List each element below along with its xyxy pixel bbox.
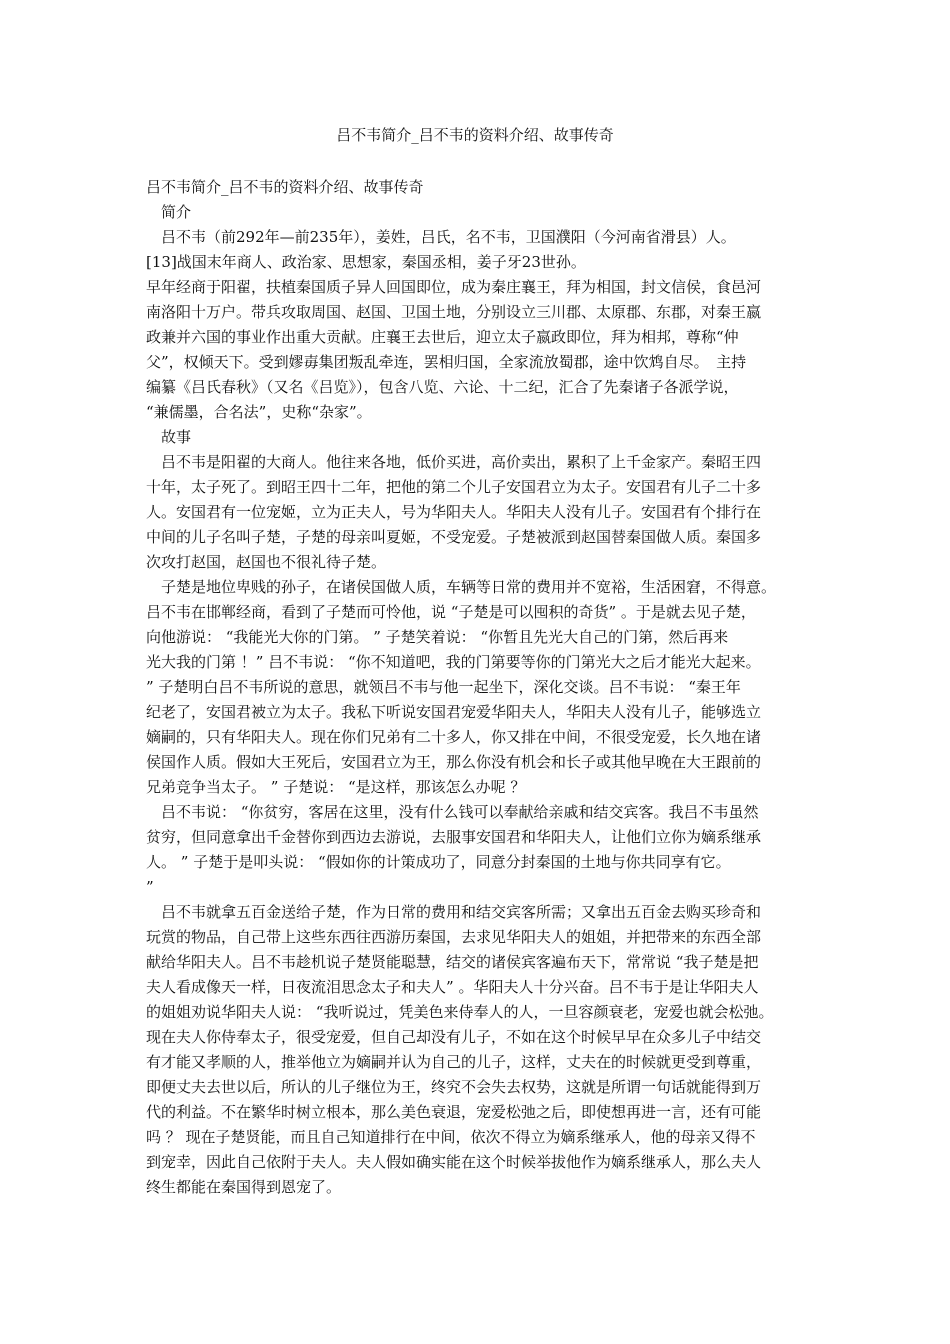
body-line: 故事 bbox=[146, 428, 192, 446]
body-line: 夫人看成像天一样，日夜流泪思念太子和夫人” 。华阳夫人十分兴奋。吕不韦于是让华阳夫人 bbox=[146, 978, 759, 996]
body-line: 有才能又孝顺的人，推举他立为嫡嗣并认为自己的儿子，这样，丈夫在的时候就更受到尊重， bbox=[146, 1053, 762, 1071]
body-line: 编纂《吕氏春秋》（又名《吕览》），包含八览、六论、十二纪，汇合了先秦诸子各派学说， bbox=[146, 378, 739, 396]
body-line: 到宠幸，因此自己依附于夫人。夫人假如确实能在这个时候举拔他作为嫡系继承人，那么夫人 bbox=[146, 1153, 762, 1171]
body-line: 吕不韦（前292年—前235年），姜姓，吕氏，名不韦，卫国濮阳（今河南省滑县）人。 bbox=[146, 228, 736, 246]
body-line: 早年经商于阳翟，扶植秦国质子异人回国即位，成为秦庄襄王，拜为相国，封文信侯，食邑河 bbox=[146, 278, 762, 296]
body-line: 南洛阳十万户。带兵攻取周国、赵国、卫国土地，分别设立三川郡、太原郡、东郡，对秦王嬴 bbox=[146, 303, 762, 321]
body-line: 现在夫人你侍奉太子，很受宠爱，但自己却没有儿子，不如在这个时候早早在众多儿子中结交 bbox=[146, 1028, 762, 1046]
body-line: 吗 ？ 现在子楚贤能，而且自己知道排行在中间，依次不得立为嫡系继承人，他的母亲又得不 bbox=[146, 1128, 756, 1146]
body-line: 纪老了，安国君被立为太子。我私下听说安国君宠爱华阳夫人，华阳夫人没有儿子，能够选立 bbox=[146, 703, 762, 721]
document-body bbox=[146, 175, 811, 1200]
body-line: 政兼并六国的事业作出重大贡献。庄襄王去世后，迎立太子嬴政即位，拜为相邦，尊称“仲 bbox=[146, 328, 739, 346]
body-line: “兼儒墨，合名法”，史称“杂家”。 bbox=[146, 403, 372, 421]
body-line: 人。 ” 子楚于是叩头说： “假如你的计策成功了，同意分封秦国的土地与你共同享有它。 bbox=[146, 853, 731, 871]
body-line: 吕不韦是阳翟的大商人。他往来各地，低价买进，高价卖出，累积了上千金家产。秦昭王四 bbox=[146, 453, 762, 471]
body-line: 中间的儿子名叫子楚，子楚的母亲叫夏姬，不受宠爱。子楚被派到赵国替秦国做人质。秦国多 bbox=[146, 528, 762, 546]
body-line: 吕不韦简介_吕不韦的资料介绍、故事传奇 bbox=[146, 178, 424, 196]
body-line: 终生都能在秦国得到恩宠了。 bbox=[146, 1178, 342, 1196]
body-line: 吕不韦就拿五百金送给子楚，作为日常的费用和结交宾客所需；又拿出五百金去购买珍奇和 bbox=[146, 903, 762, 921]
body-line: 吕不韦说： “你贫穷，客居在这里，没有什么钱可以奉献给亲戚和结交宾客。我吕不韦虽然 bbox=[146, 803, 759, 821]
body-line: 十年，太子死了。到昭王四十二年，把他的第二个儿子安国君立为太子。安国君有儿子二十多 bbox=[146, 478, 762, 496]
body-line: [13]战国末年商人、政治家、思想家，秦国丞相，姜子牙23世孙。 bbox=[146, 253, 586, 271]
body-line: 贫穷，但同意拿出千金替你到西边去游说，去服事安国君和华阳夫人，让他们立你为嫡系继承 bbox=[146, 828, 762, 846]
document-title: 吕不韦简介_吕不韦的资料介绍、故事传奇 bbox=[336, 126, 614, 144]
body-line: 简介 bbox=[146, 203, 192, 221]
body-line: 玩赏的物品，自己带上这些东西往西游历秦国，去求见华阳夫人的姐姐，并把带来的东西全部 bbox=[146, 928, 762, 946]
body-line: 即便丈夫去世以后，所认的儿子继位为王，终究不会失去权势，这就是所谓一句话就能得到万 bbox=[146, 1078, 762, 1096]
body-line: 向他游说： “我能光大你的门第。 ” 子楚笑着说： “你暂且先光大自己的门第，然后再来 bbox=[146, 628, 729, 646]
body-line: 子楚是地位卑贱的孙子，在诸侯国做人质，车辆等日常的费用并不宽裕，生活困窘，不得意。 bbox=[146, 578, 777, 596]
body-line: ” 子楚明白吕不韦所说的意思，就领吕不韦与他一起坐下，深化交谈。吕不韦说： “秦王年 bbox=[146, 678, 741, 696]
body-line: 兄弟竞争当太子。 ” 子楚说： “是这样，那该怎么办呢 ？ bbox=[146, 778, 526, 796]
body-line: 献给华阳夫人。吕不韦趁机说子楚贤能聪慧，结交的诸侯宾客遍布天下，常常说 “我子楚是把 bbox=[146, 953, 759, 971]
body-line: 人。安国君有一位宠姬，立为正夫人，号为华阳夫人。华阳夫人没有儿子。安国君有个排行在 bbox=[146, 503, 762, 521]
body-line: 侯国作人质。假如大王死后，安国君立为王，那么你没有机会和长子或其他早晚在大王跟前的 bbox=[146, 753, 762, 771]
body-line: 吕不韦在邯郸经商，看到了子楚而可怜他，说 “子楚是可以囤积的奇货” 。于是就去见子楚， bbox=[146, 603, 756, 621]
body-line: 的姐姐劝说华阳夫人说： “我听说过，凭美色来侍奉人的人，一旦容颜衰老，宠爱也就会松弛。 bbox=[146, 1003, 774, 1021]
body-line: 代的利益。不在繁华时树立根本，那么美色衰退，宠爱松弛之后，即使想再进一言，还有可能 bbox=[146, 1103, 762, 1121]
body-line: 嫡嗣的，只有华阳夫人。现在你们兄弟有二十多人，你又排在中间，不很受宠爱，长久地在诸 bbox=[146, 728, 762, 746]
body-line: 光大我的门第 ！” 吕不韦说： “你不知道吧，我的门第要等你的门第光大之后才能光大起来。 bbox=[146, 653, 761, 671]
body-line: ” bbox=[146, 878, 154, 896]
body-line: 父”，权倾天下。受到嫪毐集团叛乱牵连，罢相归国，全家流放蜀郡，途中饮鸩自尽。 主持 bbox=[146, 353, 747, 371]
body-line: 次攻打赵国，赵国也不很礼待子楚。 bbox=[146, 553, 387, 571]
